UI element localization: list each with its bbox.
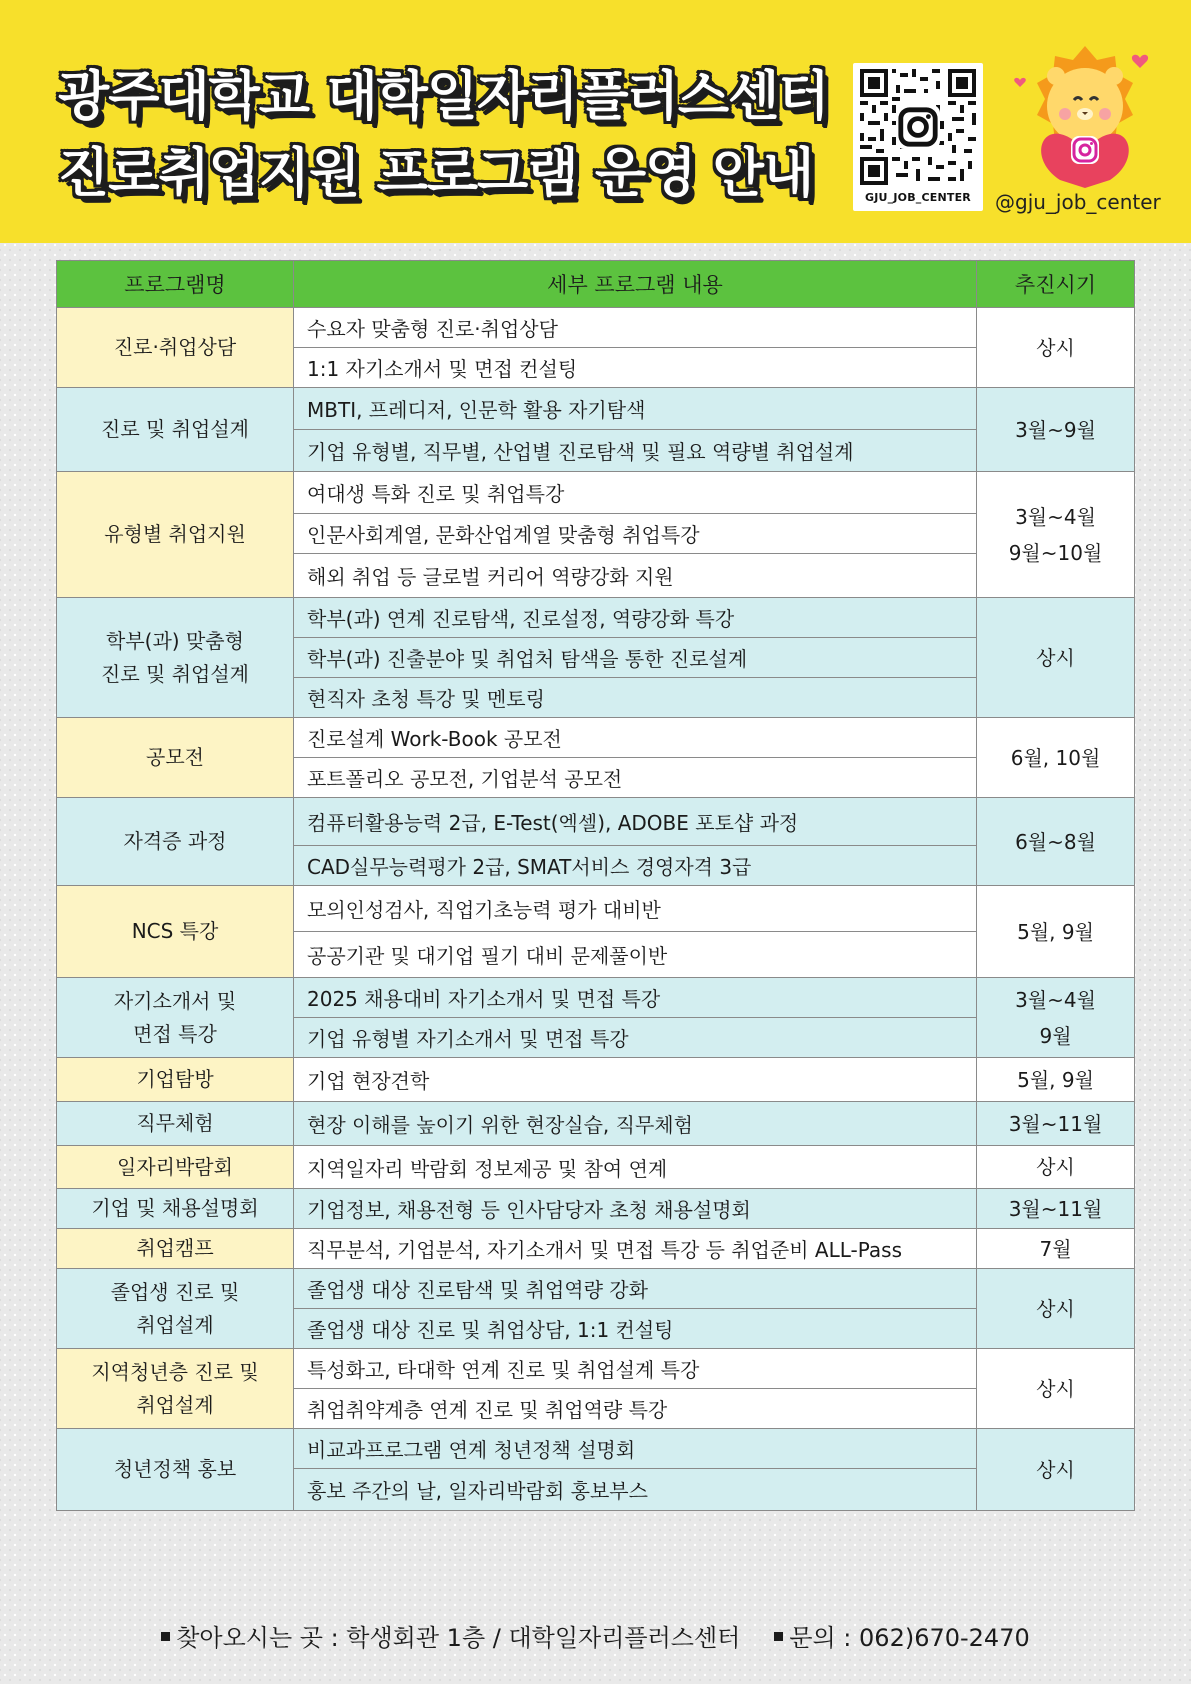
- schedule: 3월~4월: [1015, 504, 1096, 529]
- program-table: [56, 260, 1135, 1511]
- program-detail: 학부(과) 진출분야 및 취업처 탐색을 통한 진로설계: [294, 638, 977, 678]
- title-line-2: 진로취업지원 프로그램 운영 안내: [58, 143, 814, 204]
- table-row: [57, 718, 1135, 758]
- schedule-cell: [977, 598, 1135, 718]
- schedule: 상시: [1036, 1155, 1075, 1179]
- program-name-cell: [57, 798, 294, 886]
- table-row: [57, 1189, 1135, 1229]
- program-detail: 모의인성검사, 직업기초능력 평가 대비반: [294, 886, 977, 932]
- table-row: [57, 308, 1135, 348]
- program-name: 취업설계: [136, 1392, 214, 1417]
- schedule-cell: [977, 388, 1135, 472]
- schedule-cell: [977, 1102, 1135, 1146]
- schedule: 5월, 9월: [1017, 1067, 1094, 1092]
- instagram-handle[interactable]: @gju_job_center: [995, 190, 1161, 214]
- schedule-cell: [977, 1189, 1135, 1229]
- program-name: 유형별 취업지원: [104, 522, 246, 546]
- program-name: 졸업생 진로 및: [110, 1279, 240, 1304]
- schedule: 3월~11월: [1008, 1196, 1103, 1221]
- schedule: 상시: [1036, 1296, 1075, 1321]
- program-detail: 직무분석, 기업분석, 자기소개서 및 면접 특강 등 취업준비 ALL-Pass: [294, 1229, 977, 1269]
- program-name: 기업 및 채용설명회: [91, 1196, 259, 1220]
- program-detail: 여대생 특화 진로 및 취업특강: [294, 472, 977, 514]
- program-name: 자격증 과정: [123, 829, 227, 853]
- bullet-icon: [774, 1632, 783, 1641]
- program-detail: 진로설계 Work-Book 공모전: [294, 718, 977, 758]
- program-name: 취업설계: [136, 1312, 214, 1337]
- program-name-cell: [57, 1146, 294, 1189]
- schedule: 6월~8월: [1015, 829, 1096, 854]
- table-row: [57, 1102, 1135, 1146]
- program-detail: 1:1 자기소개서 및 면접 컨설팅: [294, 348, 977, 388]
- program-name-cell: [57, 472, 294, 598]
- lion-mascot-icon: [1010, 40, 1160, 190]
- header-program-detail: 세부 프로그램 내용: [294, 261, 977, 308]
- program-name: 일자리박람회: [117, 1154, 233, 1179]
- program-name-cell: [57, 1349, 294, 1429]
- title-line-1: 광주대학교 대학일자리플러스센터: [58, 66, 829, 127]
- program-detail: MBTI, 프레디저, 인문학 활용 자기탐색: [294, 388, 977, 430]
- schedule: 3월~11월: [1008, 1111, 1103, 1136]
- table-row: [57, 598, 1135, 638]
- schedule: 상시: [1036, 1376, 1075, 1401]
- program-detail: 취업취약계층 연계 진로 및 취업역량 특강: [294, 1389, 977, 1429]
- program-detail: 홍보 주간의 날, 일자리박람회 홍보부스: [294, 1469, 977, 1511]
- program-detail: 특성화고, 타대학 연계 진로 및 취업설계 특강: [294, 1349, 977, 1389]
- program-detail: 지역일자리 박람회 정보제공 및 참여 연계: [294, 1146, 977, 1189]
- header-program-name: 프로그램명: [57, 261, 294, 308]
- program-name: 면접 특강: [133, 1021, 217, 1046]
- schedule-cell: [977, 1269, 1135, 1349]
- program-detail: 비교과프로그램 연계 청년정책 설명회: [294, 1429, 977, 1469]
- footer-location: 찾아오시는 곳 : 학생회관 1층 / 대학일자리플러스센터: [176, 1624, 741, 1652]
- schedule-cell: [977, 718, 1135, 798]
- schedule: 9월: [1039, 1023, 1072, 1048]
- table-row: [57, 886, 1135, 932]
- program-name-cell: [57, 1058, 294, 1102]
- schedule-cell: [977, 978, 1135, 1058]
- program-name-cell: [57, 598, 294, 718]
- table-row: [57, 798, 1135, 846]
- program-detail: 기업 유형별, 직무별, 산업별 진로탐색 및 필요 역량별 취업설계: [294, 430, 977, 472]
- program-detail: CAD실무능력평가 2급, SMAT서비스 경영자격 3급: [294, 846, 977, 886]
- schedule-cell: [977, 1429, 1135, 1511]
- table-row: [57, 978, 1135, 1018]
- program-name: 공모전: [146, 745, 204, 769]
- table-row: [57, 1349, 1135, 1389]
- schedule-cell: [977, 1146, 1135, 1189]
- program-detail: 인문사회계열, 문화산업계열 맞춤형 취업특강: [294, 514, 977, 554]
- program-name-cell: [57, 1429, 294, 1511]
- program-name-cell: [57, 388, 294, 472]
- program-name: 지역청년층 진로 및: [91, 1359, 259, 1384]
- schedule-cell: [977, 1229, 1135, 1269]
- table-row: [57, 1429, 1135, 1469]
- program-name: 취업캠프: [136, 1236, 214, 1260]
- footer: [0, 1618, 1191, 1653]
- schedule-cell: [977, 1349, 1135, 1429]
- program-detail: 기업 현장견학: [294, 1058, 977, 1102]
- table-header-row: [57, 261, 1135, 308]
- table-row: [57, 1058, 1135, 1102]
- table-row: [57, 1146, 1135, 1189]
- program-name-cell: [57, 978, 294, 1058]
- program-name: 진로 및 취업설계: [101, 661, 249, 686]
- table-row: [57, 1269, 1135, 1309]
- program-detail: 공공기관 및 대기업 필기 대비 문제풀이반: [294, 932, 977, 978]
- program-name-cell: [57, 1269, 294, 1349]
- program-detail: 졸업생 대상 진로탐색 및 취업역량 강화: [294, 1269, 977, 1309]
- program-detail: 졸업생 대상 진로 및 취업상담, 1:1 컨설팅: [294, 1309, 977, 1349]
- schedule-cell: [977, 1058, 1135, 1102]
- schedule-cell: [977, 798, 1135, 886]
- program-detail: 수요자 맞춤형 진로·취업상담: [294, 308, 977, 348]
- program-name: 기업탐방: [136, 1067, 214, 1091]
- program-name-cell: [57, 308, 294, 388]
- schedule-cell: [977, 472, 1135, 598]
- qr-caption: GJU_JOB_CENTER: [865, 191, 971, 204]
- table-row: [57, 1229, 1135, 1269]
- qr-code[interactable]: [853, 63, 983, 211]
- program-name: 진로 및 취업설계: [101, 417, 249, 441]
- program-name-cell: [57, 1102, 294, 1146]
- schedule: 상시: [1036, 335, 1075, 360]
- program-detail: 포트폴리오 공모전, 기업분석 공모전: [294, 758, 977, 798]
- schedule: 상시: [1036, 1457, 1075, 1482]
- schedule: 3월~9월: [1015, 417, 1096, 442]
- program-name: NCS 특강: [131, 919, 219, 943]
- qr-code-icon: [860, 69, 976, 185]
- table-row: [57, 388, 1135, 430]
- program-detail: 컴퓨터활용능력 2급, E-Test(엑셀), ADOBE 포토샵 과정: [294, 798, 977, 846]
- page-title: [58, 58, 828, 212]
- header-banner: [0, 0, 1191, 243]
- schedule: 5월, 9월: [1017, 919, 1094, 944]
- footer-contact: 문의 : 062)670-2470: [789, 1624, 1030, 1652]
- header-schedule: 추진시기: [977, 261, 1135, 308]
- schedule-cell: [977, 886, 1135, 978]
- bullet-icon: [161, 1632, 170, 1641]
- program-detail: 기업정보, 채용전형 등 인사담당자 초청 채용설명회: [294, 1189, 977, 1229]
- program-name: 학부(과) 맞춤형: [106, 628, 244, 653]
- program-detail: 현장 이해를 높이기 위한 현장실습, 직무체험: [294, 1102, 977, 1146]
- program-detail: 현직자 초청 특강 및 멘토링: [294, 678, 977, 718]
- table-row: [57, 472, 1135, 514]
- schedule: 7월: [1039, 1236, 1072, 1261]
- program-name: 청년정책 홍보: [113, 1457, 237, 1481]
- program-name-cell: [57, 718, 294, 798]
- program-detail: 2025 채용대비 자기소개서 및 면접 특강: [294, 978, 977, 1018]
- program-detail: 학부(과) 연계 진로탐색, 진로설정, 역량강화 특강: [294, 598, 977, 638]
- program-name: 직무체험: [136, 1111, 214, 1135]
- program-name: 자기소개서 및: [113, 988, 237, 1013]
- program-name: 진로·취업상담: [113, 335, 237, 359]
- schedule: 상시: [1036, 645, 1075, 670]
- schedule: 6월, 10월: [1010, 745, 1101, 770]
- schedule: 3월~4월: [1015, 987, 1096, 1012]
- program-detail: 기업 유형별 자기소개서 및 면접 특강: [294, 1018, 977, 1058]
- schedule-cell: [977, 308, 1135, 388]
- program-name-cell: [57, 886, 294, 978]
- program-detail: 해외 취업 등 글로벌 커리어 역량강화 지원: [294, 554, 977, 598]
- schedule: 9월~10월: [1008, 540, 1103, 565]
- program-name-cell: [57, 1229, 294, 1269]
- program-name-cell: [57, 1189, 294, 1229]
